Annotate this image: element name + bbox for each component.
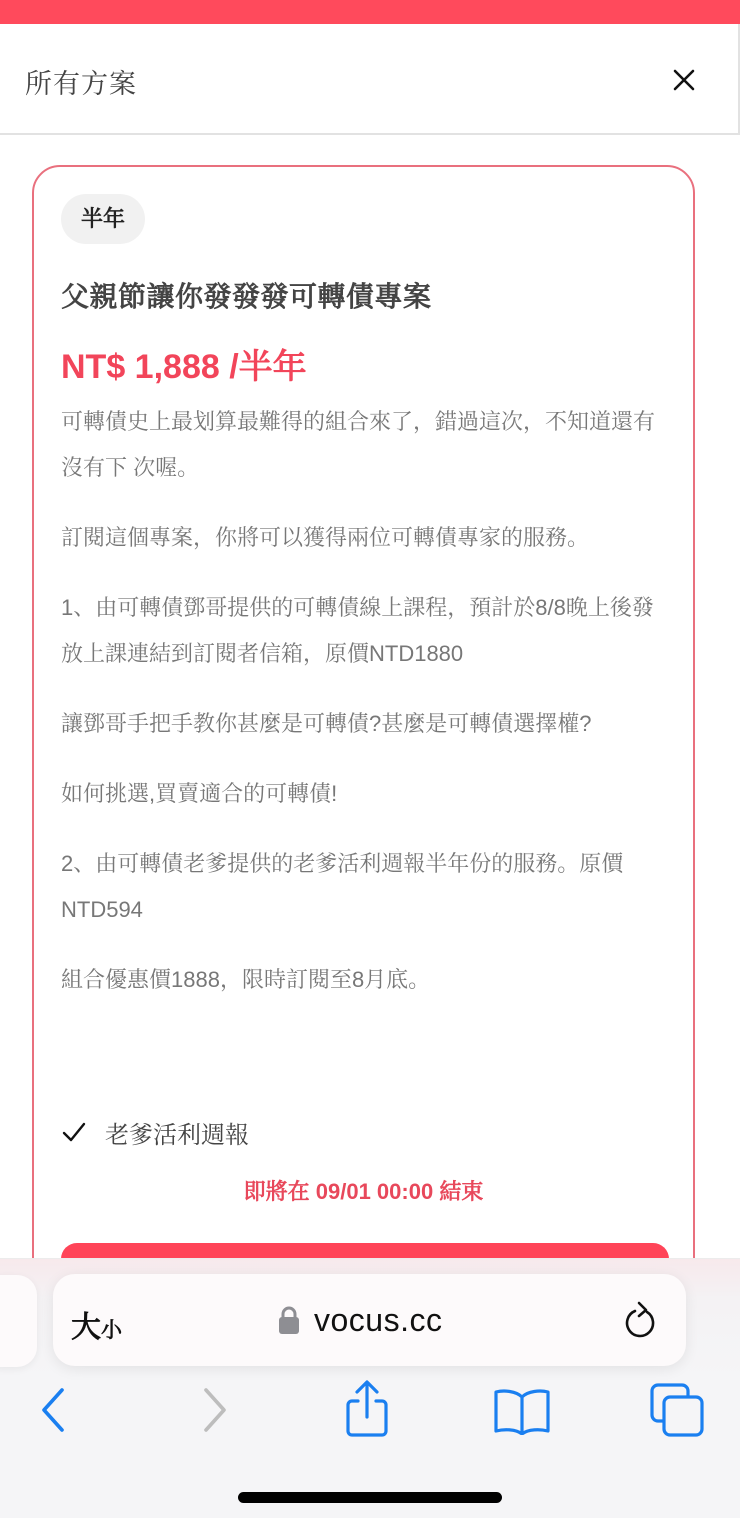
description-paragraph: 可轉債史上最划算最難得的組合來了，錯過這次，不知道還有沒有下 次喔。: [61, 409, 656, 480]
plan-title: 父親節讓你發發發可轉債專案: [61, 281, 432, 312]
description-paragraph: 讓鄧哥手把手教你甚麼是可轉債?甚麼是可轉債選擇權?: [61, 711, 592, 736]
lock-icon: [278, 1305, 300, 1335]
browser-bottom-bar: [0, 1258, 740, 1518]
home-indicator[interactable]: [238, 1492, 502, 1503]
previous-tab-preview[interactable]: [0, 1275, 37, 1367]
check-icon: [61, 1119, 87, 1145]
close-icon[interactable]: [668, 64, 700, 96]
description-paragraph: 組合優惠價1888，限時訂閱至8月底。: [61, 967, 431, 992]
address-bar[interactable]: [53, 1274, 686, 1366]
description-paragraph: 2、由可轉債老爹提供的老爹活利週報半年份的服務。原價NTD594: [61, 851, 624, 922]
page-header-strip: [0, 0, 740, 24]
plan-price: NT$ 1,888 /半年: [61, 348, 307, 386]
url-display[interactable]: [278, 1298, 442, 1342]
bookmarks-icon[interactable]: [492, 1387, 552, 1435]
forward-icon[interactable]: [198, 1386, 230, 1434]
feature-item: [61, 1112, 249, 1152]
description-paragraph: 如何挑選,買賣適合的可轉債!: [61, 781, 338, 806]
description-paragraph: 1、由可轉債鄧哥提供的可轉債線上課程，預計於8/8晚上後發放上課連結到訂閱者信箱，原價NTD1880: [61, 595, 654, 666]
text-size-button[interactable]: [71, 1302, 122, 1346]
modal-title: 所有方案: [25, 69, 137, 99]
plan-card: [32, 165, 695, 1365]
plan-description: [61, 399, 671, 1027]
plan-period-badge: 半年: [61, 194, 145, 244]
back-icon[interactable]: [38, 1386, 70, 1434]
tabs-icon[interactable]: [648, 1381, 706, 1439]
text-size-big: 大: [71, 1311, 101, 1344]
text-size-small: 小: [101, 1319, 122, 1342]
url-text: vocus.cc: [314, 1301, 443, 1338]
deadline-text: 即將在 09/01 00:00 結束: [243, 1179, 484, 1204]
feature-label: 老爹活利週報: [105, 1121, 249, 1149]
description-paragraph: 訂閱這個專案，你將可以獲得兩位可轉債專家的服務。: [61, 525, 590, 550]
modal-header: [0, 24, 740, 135]
share-icon[interactable]: [342, 1379, 392, 1439]
reload-icon[interactable]: [621, 1300, 659, 1340]
